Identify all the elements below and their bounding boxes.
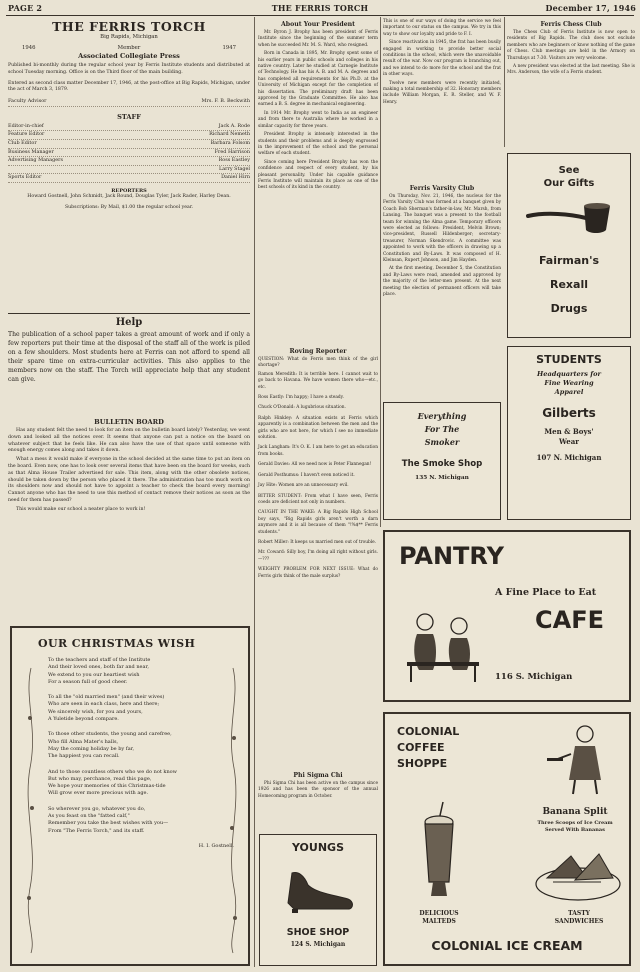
roving-answer: Chuck O'Donald: A lugubrious situation.: [258, 405, 346, 411]
staff-row: [8, 157, 250, 166]
christmas-wish-box: [10, 626, 250, 966]
poem-line: Remember you take the best wishes with you—: [48, 820, 169, 827]
poem-line: May the coming holiday be by far,: [48, 745, 135, 752]
gilberts-line1: STUDENTS: [536, 353, 602, 366]
staff-title: STAFF: [117, 112, 141, 121]
staff-row: [8, 174, 250, 183]
waitress-illustration-icon: [545, 720, 625, 796]
malteds-line2: MALTEDS: [422, 918, 456, 925]
poem-line: But who may, perchance, read this page,: [48, 775, 152, 782]
member-line: [8, 44, 250, 52]
smoke-line2: For The: [424, 424, 460, 434]
sandwich-line1: TASTY: [568, 910, 590, 917]
staff-name: Larry Stagel: [219, 165, 250, 172]
smoke-line3: Smoker: [424, 437, 460, 447]
pantry-tagline: A Fine Place to Eat: [495, 587, 597, 598]
poem-stanza: [48, 694, 248, 723]
advisor-label: Faculty Advisor: [8, 98, 47, 105]
colonial-coffee-ad: [383, 712, 631, 966]
president-article: [258, 19, 378, 341]
gilberts-line4: Apparel: [554, 388, 584, 396]
president-title: About Your President: [281, 21, 355, 28]
gilberts-line6: Wear: [559, 437, 579, 446]
issue-date: December 17, 1946: [545, 3, 636, 13]
roving-answer: CAUGHT IN THE WAKE: A Big Rapids High School boy says, "Big Rapids girls aren't worth a darn anymore and it is all because of them "!%$** Ferris students.": [258, 510, 378, 535]
poem-line: The happiest you can recall.: [48, 753, 120, 760]
colonial-line3: SHOPPE: [397, 757, 448, 770]
colonial-line1: COLONIAL: [397, 725, 460, 738]
christmas-poem: [12, 657, 248, 835]
poem-line: From "The Ferris Torch," and its staff.: [48, 827, 145, 834]
smoke-name: The Smoke Shop: [401, 459, 483, 469]
staff-name: Fred Harrison: [214, 148, 250, 155]
column-divider: [504, 17, 505, 147]
smoke-line1: Everything: [417, 411, 467, 421]
staff-row: [8, 166, 250, 175]
poem-line: And their loved ones, both far and near,: [48, 664, 149, 671]
youngs-shoe-ad: [259, 834, 377, 966]
varsity-club-article: [383, 183, 501, 398]
masthead-city: Big Rapids, Michigan: [100, 34, 158, 40]
roving-title: Roving Reporter: [289, 348, 347, 355]
chess-title: Ferris Chess Club: [540, 21, 602, 28]
poem-stanza: [48, 731, 248, 760]
gilberts-name: Gilberts: [542, 406, 596, 420]
staff-name: Ross Eastley: [218, 157, 250, 164]
youngs-name: YOUNGS: [291, 841, 344, 854]
poem-stanza: [48, 769, 248, 798]
malted-glass-icon: [409, 800, 469, 900]
diners-illustration-icon: [397, 604, 487, 684]
poem-signature: H. I. Gostnell.: [198, 842, 234, 849]
frat-p3: Twelve new members were recently initiated, making a total membership of 32. Honorary members include William Morgan, E. R. Steller, and W. F. Henry.: [383, 80, 501, 105]
poem-stanza: [48, 657, 248, 686]
sandwich-line2: SANDWICHES: [554, 918, 604, 925]
pantry-cafe-ad: [383, 530, 631, 702]
poem-line: Will grow ever more precious with age.: [48, 790, 149, 797]
bulletin-title: BULLETIN BOARD: [94, 418, 164, 426]
poem-line: For a season full of good cheer.: [48, 678, 128, 685]
president-p3: In 1914 Mr. Brophy went to India as an engineer and from there to Australia where he worked in a similar capacity for three years.: [258, 110, 378, 129]
bulletin-p3: This would make our school a neater place to work in!: [16, 506, 146, 512]
sandwich-plate-icon: [531, 838, 625, 908]
bulletin-board-article: [8, 416, 250, 616]
banana-line1: Three Scoops of Ice Cream: [537, 820, 613, 826]
column-divider: [254, 17, 255, 967]
poem-line: Who are seen in each class, here and there;: [48, 701, 160, 708]
poem-line: As you feast on the "fatted calf,": [48, 813, 130, 820]
poem-line: And to those countless others who we do not know: [48, 768, 177, 775]
colonial-line2: COFFEE: [397, 741, 445, 754]
president-p2: Born in Canada in 1895, Mr. Brophy spent some of his earlier years in public schools and colleges in his native country. Later he studied at Carnegie Institute of Technology. He has his A. B. and M. A. degrees and has completed all requirements for his Ph.D. at the University of Michigan except for the completion of his dissertation. The preliminary draft has been approved by the Graduate Committee. He also has earned a B. S. degree in mechanical engineering.: [258, 51, 378, 108]
staff-row: [8, 149, 250, 158]
roving-answer: Robert Miller: It keeps us married men out of trouble.: [258, 539, 377, 545]
chess-p2: A new president was elected at the last meeting. She is Mrs. Anderson, the wife of a Ferris student.: [507, 64, 635, 76]
youngs-shop: SHOE SHOP: [286, 927, 350, 938]
pantry-address: 116 S. Michigan: [495, 672, 573, 682]
frat-p1: This is one of our ways of doing the service we feel important to our status on the campus. We try in this way to show our loyalty and pride to F. I.: [383, 19, 501, 37]
phisigma-title: Phi Sigma Chi: [293, 772, 343, 779]
president-p5: Since coming here President Brophy has won the confidence and respect of every student, by his pleasant personality. Under his capable guidance Ferris Institute will maintain its place as one of the best schools of its kind in the country.: [258, 159, 378, 191]
frat-p2: Since reactivation in 1945, the frat has been busily engaged in working to provide better social conditions in the school, which were the unavoidable result of the war. Now our program is branching out, and we intend to do more for the school and the frat in other ways.: [383, 40, 501, 78]
paper-name: THE FERRIS TORCH: [271, 3, 369, 13]
gilberts-line3: Fine Wearing: [544, 379, 594, 387]
banana-title: Banana Split: [542, 807, 608, 817]
column-divider: [380, 17, 381, 527]
staff-name: Barbara Folsom: [210, 139, 250, 146]
rexall-line2: Rexall: [550, 278, 588, 291]
staff-row: [8, 131, 250, 140]
roving-answer: Gerald Davies: All we need now is Peter Flannegan!: [258, 462, 372, 468]
reporters-list: Howard Gostnell, John Schmidt, Jack Round, Douglas Tyler, Jack Rader, Harley Dean.: [27, 193, 231, 199]
roving-answer: Jack Langham: It's O. K. I am here to get an education from books.: [258, 445, 378, 457]
roving-answer: Ralph Hinkley: A situation exists at Ferris which apparently is a combination between the men and the girls who are not here, for which I see no immediate solution.: [258, 415, 378, 441]
staff-role: Editor-in-chief: [8, 122, 44, 129]
staff-name: Jack A. Rode: [218, 122, 250, 129]
advisor-row: [8, 98, 250, 107]
help-body: The publication of a school paper takes a great amount of work and if only a few reporters put their time at the disposal of the staff all of the work is piled on a few shoulders. Most students here at Ferris can not afford to spend all their spare time on extra-curricular activities. This also applies to the members now on the staff. The Torch will appreciate help that any student can give.: [8, 331, 250, 383]
gilberts-ad: [507, 346, 631, 520]
rexall-drugs-ad: [507, 153, 631, 338]
member-label: Member: [117, 45, 141, 51]
gifts-line2: Our Gifts: [543, 178, 595, 189]
poem-line: We hope your memories of this Christmas-tide: [48, 783, 166, 790]
gilberts-line2: Headquarters for: [537, 370, 601, 378]
roving-answer: Gerald Posthumus: I haven't even noticed it.: [258, 472, 355, 478]
phi-sigma-chi-article: [258, 770, 378, 830]
poem-line: We sincerely wish, for you and yours,: [48, 708, 143, 715]
varsity-p1: On Thursday, Nov. 21, 1946, the nucleus for the Ferris Varsity Club was formed at a banquet given by Coach Bob Sherman's father-in-law, Mr. Marsh, from Lansing. The banquet was a present to the football team for winning the Alma game. Temporary officers were elected as follows: President, Melvin Brown; vice-president, Russell Hildenberger; secretary-treasurer, Norman Skendrovic. A committee was appointed to work with the officers in drawing up a Constitution and By-Laws. It was composed of H. Kleinsan, Rupert Johnson, and Jim Hayden.: [383, 194, 501, 264]
reporters-title: REPORTERS: [111, 187, 147, 194]
frat-continued: [383, 19, 501, 105]
holly-decoration-icon: [220, 658, 246, 958]
varsity-p2: At the first meeting, December 5, the Constitution and By-Laws were read, amended and approved by the majority of the letter-men present. At the next meeting the election of permanent officers will take place.: [383, 266, 501, 298]
gifts-line1: See: [558, 165, 580, 176]
press-name: Associated Collegiate Press: [78, 52, 180, 60]
poem-stanza: [48, 806, 248, 835]
chess-p1: The Chess Club of Ferris Institute is now open to residents of Big Rapids. The club does not exclude members who are beginners or know nothing of the game of Chess. Club meetings are held in the Armory on Thursdays at 7:30. Visitors are very welcome.: [507, 30, 635, 61]
varsity-title: Ferris Varsity Club: [409, 185, 475, 192]
roving-answer: Ramon Meredith: It is terrible here. I cannot wait to go back to Havana. We have women there who—etc., etc.: [258, 371, 378, 390]
help-editorial: [8, 316, 250, 414]
subscriptions: Subscriptions: By Mail, $1.00 the regular school year.: [64, 204, 194, 210]
bulletin-p1: Has any student felt the need to look for an item on the bulletin board lately? Yesterday, we went down and looked all the notices over. It seems that anyone can put a notice on the board on whatever subject that he feels like. He can also have the use of that space until someone with enough energy comes along and takes it down.: [8, 428, 250, 454]
rexall-line3: Drugs: [550, 302, 588, 315]
shoe-icon: [282, 863, 356, 915]
poem-line: To all the "old married men" (and their wives): [48, 694, 165, 701]
pipe-icon: [526, 198, 616, 234]
president-p4: President Brophy is intensely interested in the students and their problems and is deeply engrossed in the improvement of the school and the personal welfare of each student.: [258, 132, 378, 157]
staff-role: Sports Editor: [8, 174, 42, 181]
staff-role: Advertising Managers: [8, 157, 63, 164]
president-p1: Mr. Byron J. Brophy has been president of Ferris Institute since the beginning of the summer term when he succeeded Mr. M. S. Ward, who resigned.: [258, 30, 378, 48]
pantry-cafe: CAFE: [535, 606, 604, 634]
malteds-line1: DELICIOUS: [419, 910, 459, 917]
roving-answer: BITTER STUDENT: From what I have seen, Ferris coeds are deficient not only in numbers.: [258, 493, 378, 505]
entry-info: Entered as second class matter December 17, 1946, at the post-office at Big Rapids, Michigan, under the act of March 3, 1879.: [8, 80, 250, 93]
roving-answers: [258, 372, 378, 580]
advisor-name: Mrs. F. B. Beckwith: [201, 98, 250, 105]
colonial-ice-cream: COLONIAL ICE CREAM: [431, 938, 583, 953]
poem-line: Who fill Alma Mater's halls,: [48, 738, 119, 745]
roving-reporter: [258, 346, 378, 768]
smoke-address: 135 N. Michigan: [415, 475, 469, 481]
roving-answer: WEIGHTY PROBLEM FOR NEXT ISSUE: What do Ferris girls think of the male surplus?: [258, 567, 378, 579]
chess-club-article: [507, 19, 635, 147]
poem-line: So wherever you go, whatever you do,: [48, 805, 146, 812]
staff-name: Richard Nemeth: [209, 131, 250, 138]
roving-question: QUESTION: What do Ferris men think of the girl shortage?: [258, 357, 378, 369]
phisigma-body: Phi Sigma Chi has been active on the campus since 1926 and has been the sponsor of the annual Homecoming program in October.: [258, 781, 378, 799]
masthead: [8, 19, 250, 315]
section-rule: [8, 313, 250, 314]
roving-answer: Ross Eastly: I'm happy; I have a steady.: [258, 395, 344, 401]
staff-row: [8, 123, 250, 132]
smoke-shop-ad: [383, 402, 501, 520]
masthead-title: THE FERRIS TORCH: [52, 19, 206, 34]
help-title: Help: [115, 317, 143, 328]
poem-line: To those other students, the young and carefree,: [48, 731, 172, 738]
header-rule: [6, 15, 634, 16]
poem-line: To the teachers and staff of the Institute: [48, 657, 151, 663]
staff-row: [8, 140, 250, 149]
year-left: 1946: [22, 45, 36, 51]
gilberts-line5: Men & Boys': [544, 427, 594, 436]
rexall-line1: Fairman's: [538, 254, 600, 267]
poem-line: A Yuletide beyond compare.: [48, 716, 119, 723]
page-number: PAGE 2: [8, 3, 43, 13]
gilberts-address: 107 N. Michigan: [536, 453, 602, 462]
publication-info: Published bi-monthly during the regular school year by Ferris Institute students and distributed at school Tuesday morning. Office is on the Third floor of the main building.: [8, 63, 250, 75]
staff-role: Club Editor: [8, 139, 37, 146]
staff-list: [8, 123, 250, 183]
roving-answer: Jay Hite: Women are an unnecessary evil.: [258, 483, 349, 489]
youngs-address: 124 S. Michigan: [290, 941, 346, 948]
staff-role: Feature Editor: [8, 131, 45, 138]
year-right: 1947: [222, 45, 236, 51]
roving-answer: Mr. Coward: Silly boy, I'm doing all right without girls.—???: [258, 550, 378, 562]
staff-name: Daniel Hirn: [221, 174, 250, 181]
banana-line2: Served With Bananas: [545, 827, 605, 833]
bulletin-p2: What a mess it would make if everyone in the school decided at the same time to put an item on the board. Even now, one has to look over several items that have been on the board for weeks, such as that Alma House Trailer advertised for sale. This item, along with the other obsolete notices, should be taken down by the person who placed it there. The administration has too much work on its shoulders now and should not have to appoint a teacher to check the board every morning! Cannot anyone who has the need to use this method of contact remove their notices as soon as the need for them has passed?: [8, 457, 250, 503]
poem-line: We extend to you our heartiest wish: [48, 671, 140, 678]
pantry-name: PANTRY: [399, 542, 504, 570]
holly-decoration-icon: [18, 658, 44, 958]
staff-role: Business Manager: [8, 148, 54, 155]
christmas-title: OUR CHRISTMAS WISH: [38, 637, 196, 650]
